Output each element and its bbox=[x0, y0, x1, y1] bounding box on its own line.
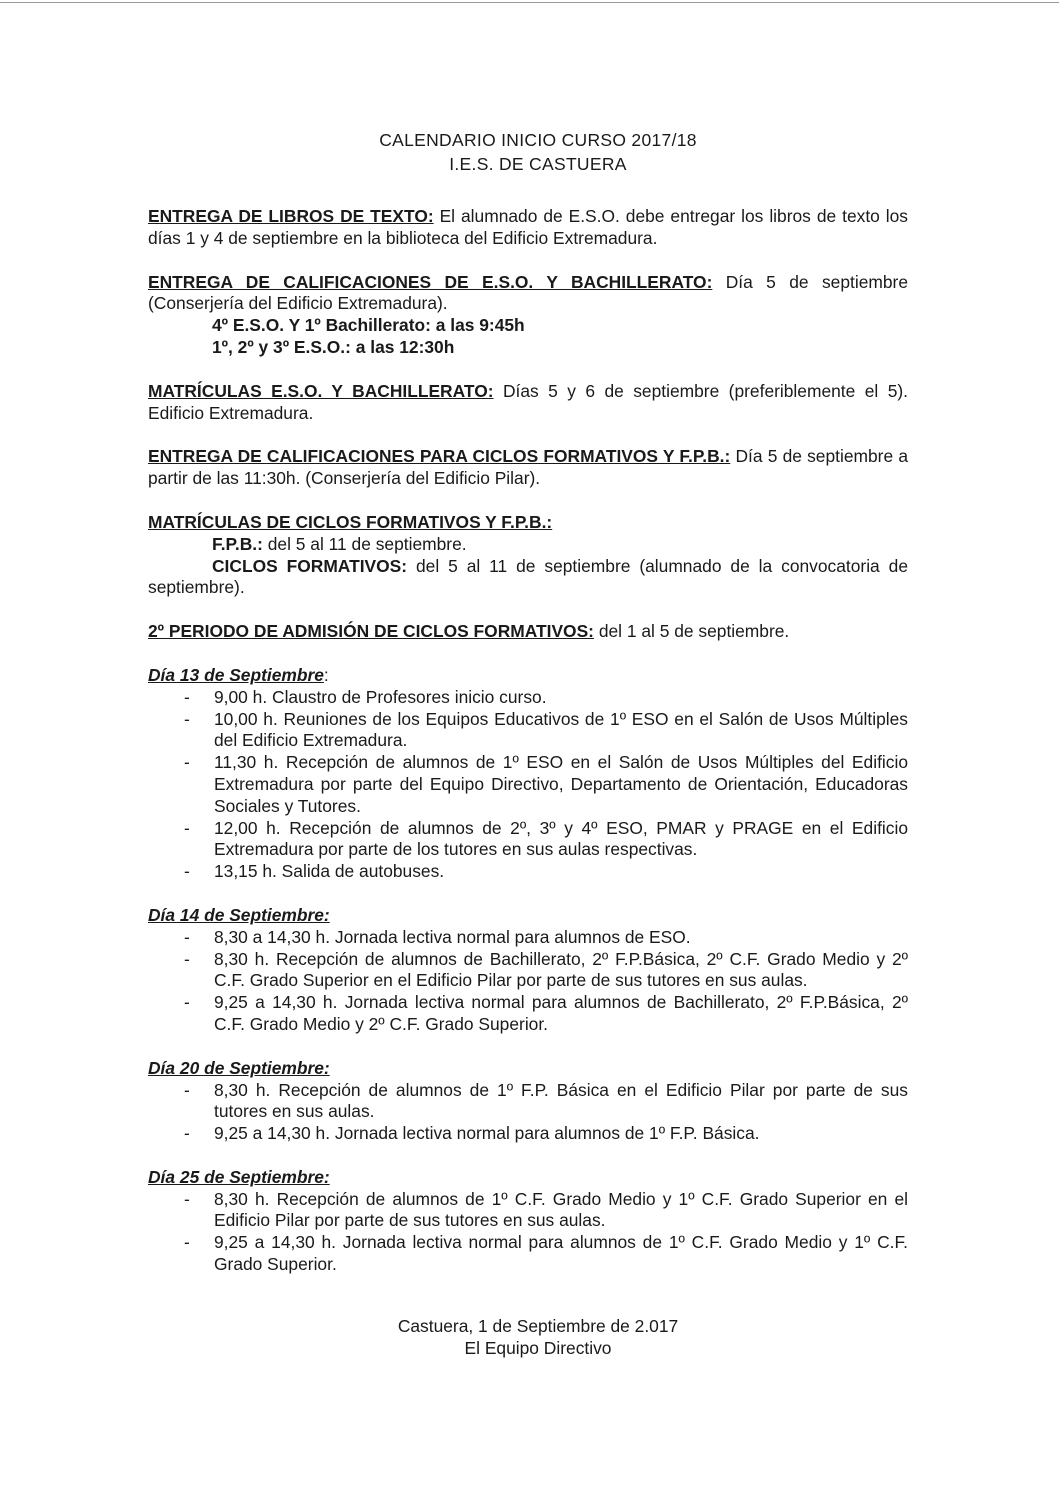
list-item: - 9,25 a 14,30 h. Jornada lectiva normal para alumnos de 1º F.P. Básica. bbox=[148, 1123, 908, 1145]
day-heading: Día 13 de Septiembre bbox=[148, 664, 324, 685]
schedule-line: 1º, 2º y 3º E.S.O.: a las 12:30h bbox=[212, 336, 455, 357]
list-item: - 9,25 a 14,30 h. Jornada lectiva normal para alumnos de Bachillerato, 2º F.P.Básica, 2º C.F. Grado Medio y 2º C.F. Grado Superior. bbox=[148, 992, 908, 1036]
list-item: - 9,25 a 14,30 h. Jornada lectiva normal para alumnos de 1º C.F. Grado Medio y 1º C.F. Grado Superior. bbox=[148, 1232, 908, 1276]
day-heading: Día 20 de Septiembre: bbox=[148, 1057, 330, 1078]
section-libros bbox=[148, 206, 908, 250]
day-heading-suffix: : bbox=[323, 664, 329, 685]
section-dia-14 bbox=[148, 905, 908, 1036]
list-item: - 9,00 h. Claustro de Profesores inicio curso. bbox=[148, 687, 908, 709]
section-calificaciones-eso bbox=[148, 272, 908, 359]
ciclos-text: del 5 al 11 de septiembre (alumnado de la convocatoria de septiembre). bbox=[148, 555, 908, 598]
title-line-2: I.E.S. DE CASTUERA bbox=[449, 154, 627, 174]
ciclos-line bbox=[148, 556, 908, 600]
list-item: - 13,15 h. Salida de autobuses. bbox=[148, 861, 908, 883]
list-item: - 8,30 a 14,30 h. Jornada lectiva normal para alumnos de ESO. bbox=[148, 927, 908, 949]
section-text: Día 5 de septiembre a partir de las 11:30h. (Conserjería del Edificio Pilar). bbox=[148, 446, 909, 489]
list-item: - 8,30 h. Recepción de alumnos de 1º F.P. Básica en el Edificio Pilar por parte de sus tutores en sus aulas. bbox=[148, 1080, 908, 1124]
signature-block bbox=[168, 1316, 908, 1360]
fpb-line bbox=[148, 534, 908, 556]
signature-place-date: Castuera, 1 de Septiembre de 2.017 bbox=[397, 1315, 679, 1336]
fpb-label: F.P.B.: bbox=[212, 533, 263, 554]
list-item: - 10,00 h. Reuniones de los Equipos Educativos de 1º ESO en el Salón de Usos Múltiples del Edificio Extremadura. bbox=[148, 709, 908, 753]
section-heading: ENTREGA DE LIBROS DE TEXTO: bbox=[148, 206, 434, 226]
signature-signer: El Equipo Directivo bbox=[464, 1337, 612, 1358]
ciclos-label: CICLOS FORMATIVOS: bbox=[212, 555, 408, 576]
day-25-list bbox=[148, 1189, 908, 1276]
list-item: - 12,00 h. Recepción de alumnos de 2º, 3º y 4º ESO, PMAR y PRAGE en el Edificio Extremadura por parte de los tutores en sus aulas respectivas. bbox=[148, 818, 908, 862]
day-13-list bbox=[148, 687, 908, 883]
section-heading: MATRÍCULAS DE CICLOS FORMATIVOS Y F.P.B.: bbox=[148, 511, 553, 532]
section-matriculas-ciclos bbox=[148, 512, 908, 599]
scan-top-line bbox=[0, 2, 1059, 3]
section-text: El alumnado de E.S.O. debe entregar los libros de texto los días 1 y 4 de septiembre en la biblioteca del Edificio Extremadura. bbox=[148, 206, 908, 248]
section-calificaciones-ciclos bbox=[148, 446, 908, 490]
section-heading: MATRÍCULAS E.S.O. Y BACHILLERATO: bbox=[148, 380, 494, 401]
document-title bbox=[168, 128, 908, 176]
section-heading: ENTREGA DE CALIFICACIONES PARA CICLOS FORMATIVOS Y F.P.B.: bbox=[148, 446, 731, 467]
list-item: - 11,30 h. Recepción de alumnos de 1º ESO en el Salón de Usos Múltiples del Edificio Extremadura por parte del Equipo Directivo, Departamento de Orientación, Educadoras Sociales y Tutores. bbox=[148, 752, 908, 817]
day-14-list bbox=[148, 927, 908, 1036]
day-heading: Día 25 de Septiembre: bbox=[148, 1166, 330, 1187]
fpb-text: del 5 al 11 de septiembre. bbox=[262, 533, 467, 554]
section-matriculas-eso bbox=[148, 381, 908, 425]
section-text: Día 5 de septiembre (Conserjería del Edificio Extremadura). bbox=[148, 271, 908, 314]
section-heading: 2º PERIODO DE ADMISIÓN DE CICLOS FORMATIVOS: bbox=[148, 621, 594, 642]
day-heading: Día 14 de Septiembre: bbox=[148, 904, 330, 925]
list-item: - 8,30 h. Recepción de alumnos de 1º C.F. Grado Medio y 1º C.F. Grado Superior en el Edificio Pilar por parte de sus tutores en sus aulas. bbox=[148, 1189, 908, 1233]
section-dia-20 bbox=[148, 1058, 908, 1145]
section-text: del 1 al 5 de septiembre. bbox=[593, 621, 790, 642]
section-text: Días 5 y 6 de septiembre (preferiblemente el 5). Edificio Extremadura. bbox=[148, 380, 908, 423]
section-heading: ENTREGA DE CALIFICACIONES DE E.S.O. Y BACHILLERATO: bbox=[148, 271, 713, 292]
schedule-line: 4º E.S.O. Y 1º Bachillerato: a las 9:45h bbox=[212, 315, 525, 336]
section-dia-13 bbox=[148, 665, 908, 883]
document-page bbox=[148, 128, 908, 1359]
section-dia-25 bbox=[148, 1167, 908, 1276]
section-admision bbox=[148, 621, 908, 643]
day-20-list bbox=[148, 1080, 908, 1145]
list-item: - 8,30 h. Recepción de alumnos de Bachillerato, 2º F.P.Básica, 2º C.F. Grado Medio y 2º C.F. Grado Superior en el Edificio Pilar por parte de sus tutores en sus aulas. bbox=[148, 949, 908, 993]
title-line-1: CALENDARIO INICIO CURSO 2017/18 bbox=[379, 130, 697, 150]
